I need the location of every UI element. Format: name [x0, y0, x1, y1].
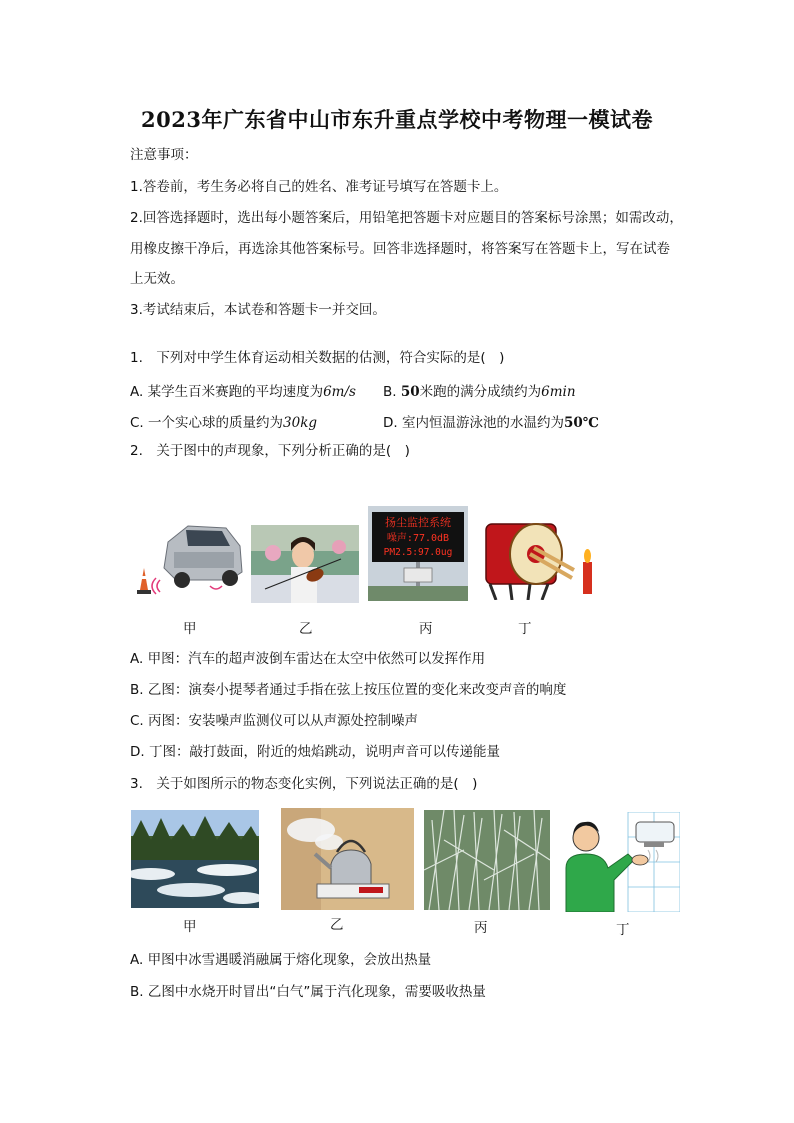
q3-option-a: A. 甲图中冰雪遇暖消融属于熔化现象，会放出热量 — [130, 952, 432, 968]
q1-stem: 1. 下列对中学生体育运动相关数据的估测，符合实际的是( ) — [130, 350, 505, 366]
q3-caption-ding: 丁 — [616, 922, 630, 938]
notice-heading: 注意事项： — [130, 147, 198, 163]
notice-item-1: 1.答卷前，考生务必将自己的姓名、准考证号填写在答题卡上。 — [130, 179, 508, 195]
q1-option-d — [383, 411, 599, 431]
q3-caption-yi: 乙 — [330, 917, 344, 933]
q2-option-a: A. 甲图：汽车的超声波倒车雷达在太空中依然可以发挥作用 — [130, 651, 486, 667]
notice-item-2-end: 上无效。 — [130, 271, 184, 287]
q1-option-a-value: 6m/s — [323, 384, 356, 400]
q1-option-a-text: A. 某学生百米赛跑的平均速度为 — [130, 384, 324, 400]
drum-candle-image — [480, 510, 600, 600]
q2-option-b: B. 乙图：演奏小提琴者通过手指在弦上按压位置的变化来改变声音的响度 — [130, 682, 567, 698]
q2-option-d: D. 丁图：敲打鼓面，附近的烛焰跳动，说明声音可以传递能量 — [130, 744, 500, 760]
q3-option-b: B. 乙图中水烧开时冒出“白气”属于汽化现象，需要吸收热量 — [130, 984, 486, 1000]
q1-option-b-value2: 6min — [541, 384, 576, 400]
q1-option-b — [383, 380, 576, 400]
q1-option-c — [130, 411, 317, 431]
q1-option-b-label: B. — [383, 384, 401, 400]
violin-image — [251, 525, 359, 603]
q3-caption-jia: 甲 — [183, 919, 197, 935]
frost-grass-image — [424, 810, 550, 910]
q1-option-a — [130, 380, 356, 400]
boiling-kettle-image — [281, 808, 414, 910]
q1-option-c-text: C. 一个实心球的质量约为 — [130, 415, 284, 431]
q1-option-d-value: 50℃ — [563, 415, 599, 431]
hand-dryer-image — [558, 812, 680, 912]
monitor-screen-line-2: 噪声:77.0dB — [386, 533, 450, 544]
q2-caption-ding: 丁 — [518, 621, 532, 637]
noise-monitor-image — [368, 506, 468, 601]
q2-caption-yi: 乙 — [299, 621, 313, 637]
melting-snow-image — [131, 810, 259, 908]
monitor-screen-line-1: 扬尘监控系统 — [385, 516, 451, 529]
q2-stem: 2. 关于图中的声现象，下列分析正确的是( ) — [130, 443, 410, 459]
q1-option-b-text: 米跑的满分成绩约为 — [419, 384, 542, 400]
q1-option-b-value: 50 — [400, 384, 420, 400]
page-title: 2023年广东省中山市东升重点学校中考物理一模试卷 — [141, 107, 653, 132]
notice-item-3: 3.考试结束后，本试卷和答题卡一并交回。 — [130, 302, 386, 318]
q3-caption-bing: 丙 — [474, 920, 488, 936]
q1-option-c-value: 30kg — [283, 415, 318, 431]
notice-item-2-cont: 用橡皮擦干净后，再选涂其他答案标号。回答非选择题时，将答案写在答题卡上，写在试卷 — [130, 241, 670, 257]
q1-option-d-text: D. 室内恒温游泳池的水温约为 — [383, 415, 564, 431]
q2-caption-bing: 丙 — [419, 621, 433, 637]
notice-item-2: 2.回答选择题时，选出每小题答案后，用铅笔把答题卡对应题目的答案标号涂黑；如需改动， — [130, 210, 683, 226]
q3-stem: 3. 关于如图所示的物态变化实例，下列说法正确的是( ) — [130, 776, 478, 792]
q2-caption-jia: 甲 — [183, 621, 197, 637]
car-radar-image — [130, 520, 244, 604]
monitor-screen-line-3: PM2.5:97.0ug — [383, 547, 453, 558]
q2-option-c: C. 丙图：安装噪声监测仪可以从声源处控制噪声 — [130, 713, 419, 729]
